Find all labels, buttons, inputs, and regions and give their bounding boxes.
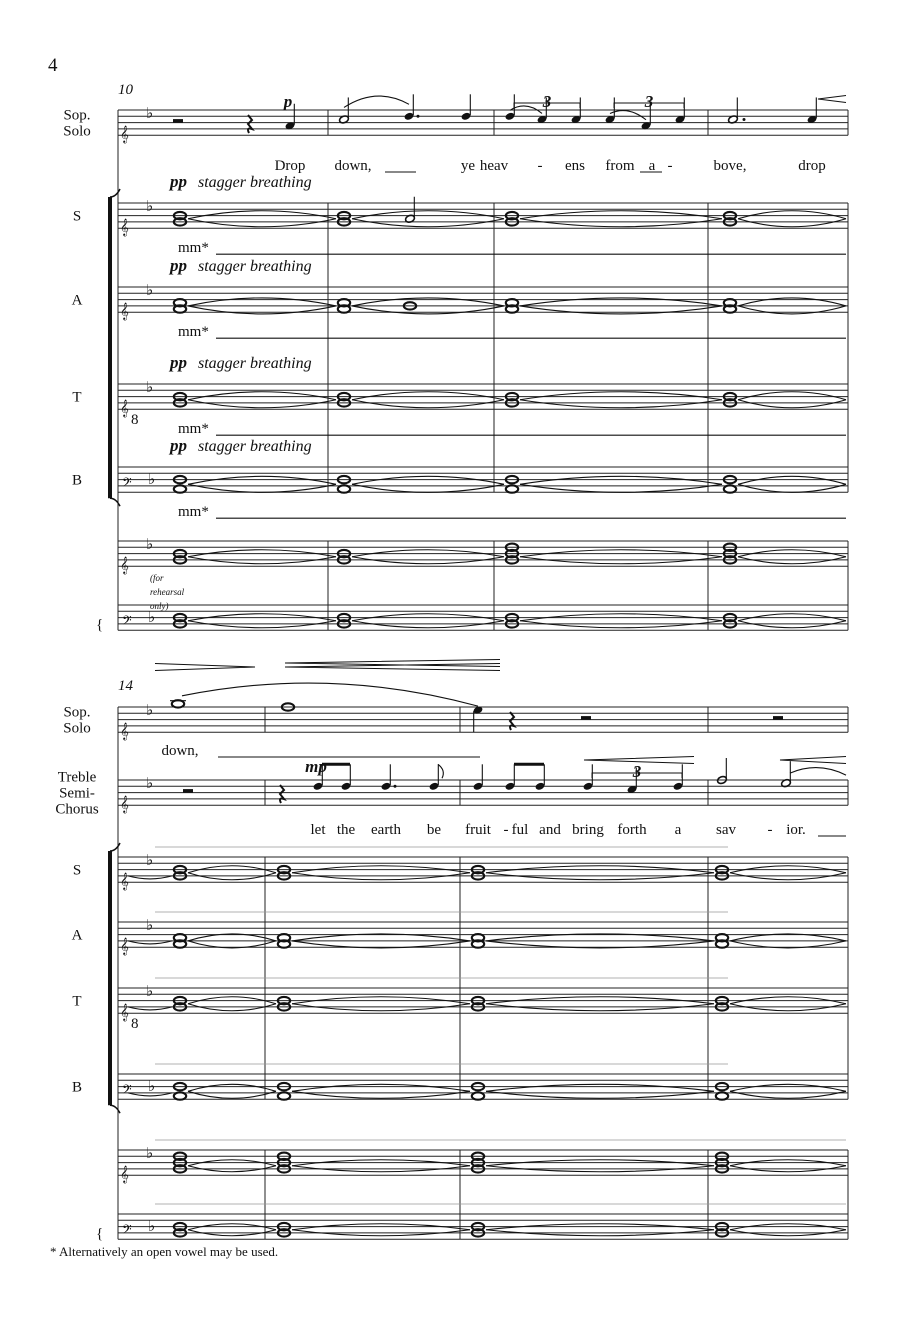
decrescendo-hairpin <box>155 664 255 671</box>
key-flat: ♭ <box>146 537 154 553</box>
dynamic-p: p <box>283 92 293 111</box>
tie-pair <box>352 219 504 227</box>
lyric-syllable: from <box>605 158 635 174</box>
piano-brace: { <box>96 1226 104 1242</box>
staff-label: S <box>72 208 82 225</box>
bass-clef: 𝄢 <box>122 1084 132 1100</box>
tie-pair <box>520 392 722 400</box>
measure-number: 14 <box>118 678 133 694</box>
lyric-syllable: ye <box>460 158 476 174</box>
tie-pair <box>738 211 846 219</box>
treble-clef: 𝄞 <box>120 304 129 320</box>
octave-marker: 8 <box>131 1016 139 1032</box>
whole-note <box>338 485 350 492</box>
half-rest <box>173 119 183 123</box>
tie-pair <box>352 211 504 219</box>
augmentation-dot <box>417 115 420 118</box>
treble-clef: 𝄞 <box>120 797 129 813</box>
whole-note <box>174 1092 186 1099</box>
lyric-syllable: drop <box>798 158 826 174</box>
lyric-syllable: and <box>539 822 561 838</box>
staff-lines <box>118 110 848 1239</box>
lyric-syllable: down, <box>161 743 199 759</box>
lyric-mm: mm* <box>178 504 209 521</box>
lyric-syllable: bring <box>572 822 604 838</box>
treble-clef: 𝄞 <box>120 939 129 955</box>
augmentation-dot <box>394 785 397 788</box>
phrase-slur <box>344 96 409 107</box>
lyric-syllable: a <box>648 158 656 174</box>
treble-clef: 𝄞 <box>120 724 129 740</box>
tuplet-number: 3 <box>632 762 642 781</box>
half-rest <box>773 716 783 720</box>
whole-note <box>278 1092 290 1099</box>
lyric-syllable: ful <box>511 822 529 838</box>
key-flat: ♭ <box>146 1146 154 1162</box>
bass-clef: 𝄢 <box>122 1224 132 1240</box>
dynamic-pp: pp <box>170 256 187 275</box>
tie-pair <box>520 211 722 219</box>
lyric-syllable: Drop <box>274 158 306 174</box>
tie-pair <box>730 1091 846 1098</box>
staff-label: Treble <box>57 769 97 786</box>
lyric-syllable: - <box>667 158 673 174</box>
half-rest <box>183 789 193 793</box>
lyric-syllable: down, <box>334 158 372 174</box>
phrase-slur <box>182 683 478 706</box>
measure-number: 10 <box>118 82 133 98</box>
whole-note <box>174 485 186 492</box>
tie-pair <box>188 476 336 484</box>
key-flat: ♭ <box>148 610 156 626</box>
lyric-syllable: a <box>674 822 682 838</box>
quarter-rest <box>510 712 514 730</box>
treble-clef: 𝄞 <box>120 220 129 236</box>
page-number: 4 <box>48 55 58 76</box>
treble-clef: 𝄞 <box>120 1005 129 1021</box>
tie-pair <box>188 1091 276 1098</box>
piano-brace: { <box>96 617 104 633</box>
lyric-syllable: sav <box>716 822 736 838</box>
expression-text: stagger breathing <box>198 258 312 275</box>
half-rest <box>581 716 591 720</box>
staff-label: Solo <box>63 123 91 140</box>
lyric-syllable: be <box>426 822 442 838</box>
key-flat: ♭ <box>146 380 154 396</box>
whole-note <box>172 700 184 707</box>
tie-pair <box>352 400 504 408</box>
treble-clef: 𝄞 <box>120 401 129 417</box>
footnote: * Alternatively an open vowel may be used. <box>50 1244 279 1259</box>
staff-label: B <box>71 472 83 489</box>
augmentation-dot <box>743 118 746 121</box>
lyric-syllable: bove, <box>713 158 747 174</box>
tie-pair <box>520 400 722 408</box>
tie-pair <box>188 400 336 408</box>
lyric-syllable: - <box>503 822 509 838</box>
expression-text: stagger breathing <box>198 355 312 372</box>
lyric-syllable: ior. <box>786 822 806 838</box>
tie-pair <box>188 1084 276 1091</box>
tie-pair <box>188 219 336 227</box>
staff-label: Chorus <box>55 801 99 818</box>
tuplet-number: 3 <box>542 92 552 111</box>
lyric-mm: mm* <box>178 421 209 438</box>
tuplet-number: 3 <box>644 92 654 111</box>
lyric-mm: mm* <box>178 240 209 257</box>
score-text <box>48 55 826 1259</box>
key-flat: ♭ <box>146 106 154 122</box>
lyric-syllable: - <box>767 822 773 838</box>
lyric-mm: mm* <box>178 324 209 341</box>
key-flat: ♭ <box>146 199 154 215</box>
bass-clef: 𝄢 <box>122 477 132 493</box>
staff-label: B <box>71 1079 83 1096</box>
staff-label: Sop. <box>63 704 91 721</box>
tie-pair <box>292 1091 470 1098</box>
staff-label: Semi- <box>59 785 95 802</box>
key-flat: ♭ <box>148 1219 156 1235</box>
octave-marker: 8 <box>131 412 139 428</box>
tie-pair <box>738 392 846 400</box>
lyric-syllable: earth <box>371 822 401 838</box>
tie-pair <box>738 219 846 227</box>
lyric-syllable: let <box>310 822 326 838</box>
tie-pair <box>520 219 722 227</box>
treble-clef: 𝄞 <box>120 874 129 890</box>
rehearsal-note: only) <box>150 601 169 611</box>
lyric-syllable: heav <box>479 158 509 174</box>
staff-label: T <box>72 993 82 1010</box>
key-flat: ♭ <box>146 984 154 1000</box>
lyric-syllable: the <box>336 822 356 838</box>
staff-label: A <box>71 292 83 309</box>
lyric-syllable: forth <box>617 822 647 838</box>
rehearsal-note: (for <box>150 573 164 583</box>
whole-note <box>716 1092 728 1099</box>
tie <box>610 111 646 120</box>
treble-clef: 𝄞 <box>120 558 129 574</box>
quarter-rest <box>280 785 284 803</box>
key-flat: ♭ <box>146 776 154 792</box>
lyric-syllable: ens <box>565 158 585 174</box>
dynamic-pp: pp <box>170 353 187 372</box>
dynamic-mp: mp <box>305 757 327 776</box>
tie-pair <box>352 476 504 484</box>
lyric-syllable: - <box>537 158 543 174</box>
key-flat: ♭ <box>146 853 154 869</box>
treble-clef: 𝄞 <box>120 127 129 143</box>
treble-clef: 𝄞 <box>120 1167 129 1183</box>
key-flat: ♭ <box>146 703 154 719</box>
dynamic-pp: pp <box>170 436 187 455</box>
tie-pair <box>738 400 846 408</box>
staff-label: T <box>72 389 82 406</box>
crescendo-hairpin <box>818 96 846 103</box>
key-flat: ♭ <box>146 918 154 934</box>
staff-label: Sop. <box>63 107 91 124</box>
tie-pair <box>486 1084 714 1091</box>
quarter-rest <box>248 115 252 133</box>
phrase-slur <box>790 768 846 776</box>
key-flat: ♭ <box>148 1079 156 1095</box>
bass-clef: 𝄢 <box>122 615 132 631</box>
tie-pair <box>352 392 504 400</box>
key-flat: ♭ <box>148 472 156 488</box>
expression-text: stagger breathing <box>198 438 312 455</box>
tie-pair <box>520 476 722 484</box>
whole-note <box>506 485 518 492</box>
tie-pair <box>188 211 336 219</box>
lyric-syllable: fruit <box>465 822 491 838</box>
tie-pair <box>486 1091 714 1098</box>
expression-text: stagger breathing <box>198 174 312 191</box>
staff-label: A <box>71 927 83 944</box>
tie-pair <box>730 1084 846 1091</box>
tie-pair <box>738 476 846 484</box>
dynamic-pp: pp <box>170 172 187 191</box>
rehearsal-note: rehearsal <box>150 587 185 597</box>
tie-pair <box>188 392 336 400</box>
tie-pair <box>292 1084 470 1091</box>
staff-label: Solo <box>63 720 91 737</box>
staff-label: S <box>72 862 82 879</box>
key-flat: ♭ <box>146 283 154 299</box>
whole-note <box>472 1092 484 1099</box>
whole-note <box>724 485 736 492</box>
